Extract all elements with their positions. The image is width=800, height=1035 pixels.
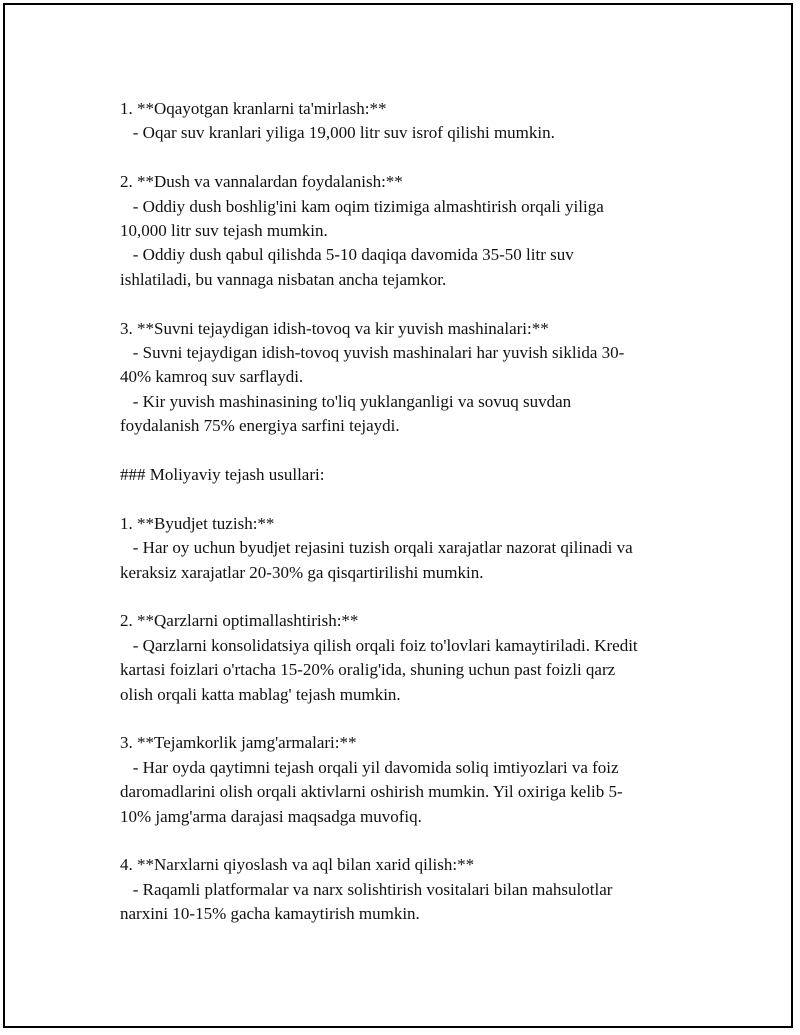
text-line: 3. **Suvni tejaydigan idish-tovoq va kir yuvish mashinalari:** bbox=[120, 318, 549, 338]
text-line: kartasi foizlari o'rtacha 15-20% oralig'ida, shuning uchun past foizli qarz bbox=[120, 660, 616, 680]
text-line: - Raqamli platformalar va narx solishtirish vositalari bilan mahsulotlar bbox=[120, 879, 613, 899]
text-line: - Oddiy dush qabul qilishda 5-10 daqiqa davomida 35-50 litr suv bbox=[120, 245, 574, 265]
blank-line bbox=[120, 707, 680, 731]
section-heading: ### Moliyaviy tejash usullari: bbox=[120, 465, 325, 485]
text-line: - Suvni tejaydigan idish-tovoq yuvish mashinalari har yuvish siklida 30- bbox=[120, 343, 625, 363]
text-line: 1. **Oqayotgan kranlarni ta'mirlash:** bbox=[120, 99, 387, 118]
blank-line bbox=[120, 585, 680, 609]
blank-line bbox=[120, 292, 680, 316]
text-line: ishlatiladi, bu vannaga nisbatan ancha tejamkor. bbox=[120, 269, 447, 289]
text-line: foydalanish 75% energiya sarfini tejaydi. bbox=[120, 416, 400, 436]
blank-line bbox=[120, 146, 680, 170]
text-line: - Har oy uchun byudjet rejasini tuzish orqali xarajatlar nazorat qilinadi va bbox=[120, 538, 633, 558]
text-line: - Qarzlarni konsolidatsiya qilish orqali foiz to'lovlari kamaytiriladi. Kredit bbox=[120, 635, 638, 655]
text-line: olish orqali katta mablag' tejash mumkin. bbox=[120, 684, 401, 704]
text-line: 3. **Tejamkorlik jamg'armalari:** bbox=[120, 733, 357, 753]
text-line: daromadlarini olish orqali aktivlarni oshirish mumkin. Yil oxiriga kelib 5- bbox=[120, 782, 623, 802]
text-line: 10% jamg'arma darajasi maqsadga muvofiq. bbox=[120, 806, 422, 826]
document-body bbox=[120, 97, 680, 927]
text-line: 2. **Dush va vannalardan foydalanish:** bbox=[120, 172, 403, 192]
text-line: 40% kamroq suv sarflaydi. bbox=[120, 367, 304, 387]
blank-line bbox=[120, 829, 680, 853]
text-line: 10,000 litr suv tejash mumkin. bbox=[120, 221, 328, 241]
text-line: - Oqar suv kranlari yiliga 19,000 litr suv isrof qilishi mumkin. bbox=[120, 123, 555, 143]
text-line: 2. **Qarzlarni optimallashtirish:** bbox=[120, 611, 359, 631]
text-line: 1. **Byudjet tuzish:** bbox=[120, 513, 275, 533]
text-line: keraksiz xarajatlar 20-30% ga qisqartirilishi mumkin. bbox=[120, 562, 484, 582]
blank-line bbox=[120, 487, 680, 511]
text-line: - Oddiy dush boshlig'ini kam oqim tizimiga almashtirish orqali yiliga bbox=[120, 196, 604, 216]
document-page bbox=[3, 3, 793, 1028]
text-line: 4. **Narxlarni qiyoslash va aql bilan xarid qilish:** bbox=[120, 855, 475, 875]
blank-line bbox=[120, 439, 680, 463]
text-line: - Har oyda qaytimni tejash orqali yil davomida soliq imtiyozlari va foiz bbox=[120, 757, 619, 777]
text-line: narxini 10-15% gacha kamaytirish mumkin. bbox=[120, 904, 420, 924]
text-line: - Kir yuvish mashinasining to'liq yuklanganligi va sovuq suvdan bbox=[120, 391, 572, 411]
